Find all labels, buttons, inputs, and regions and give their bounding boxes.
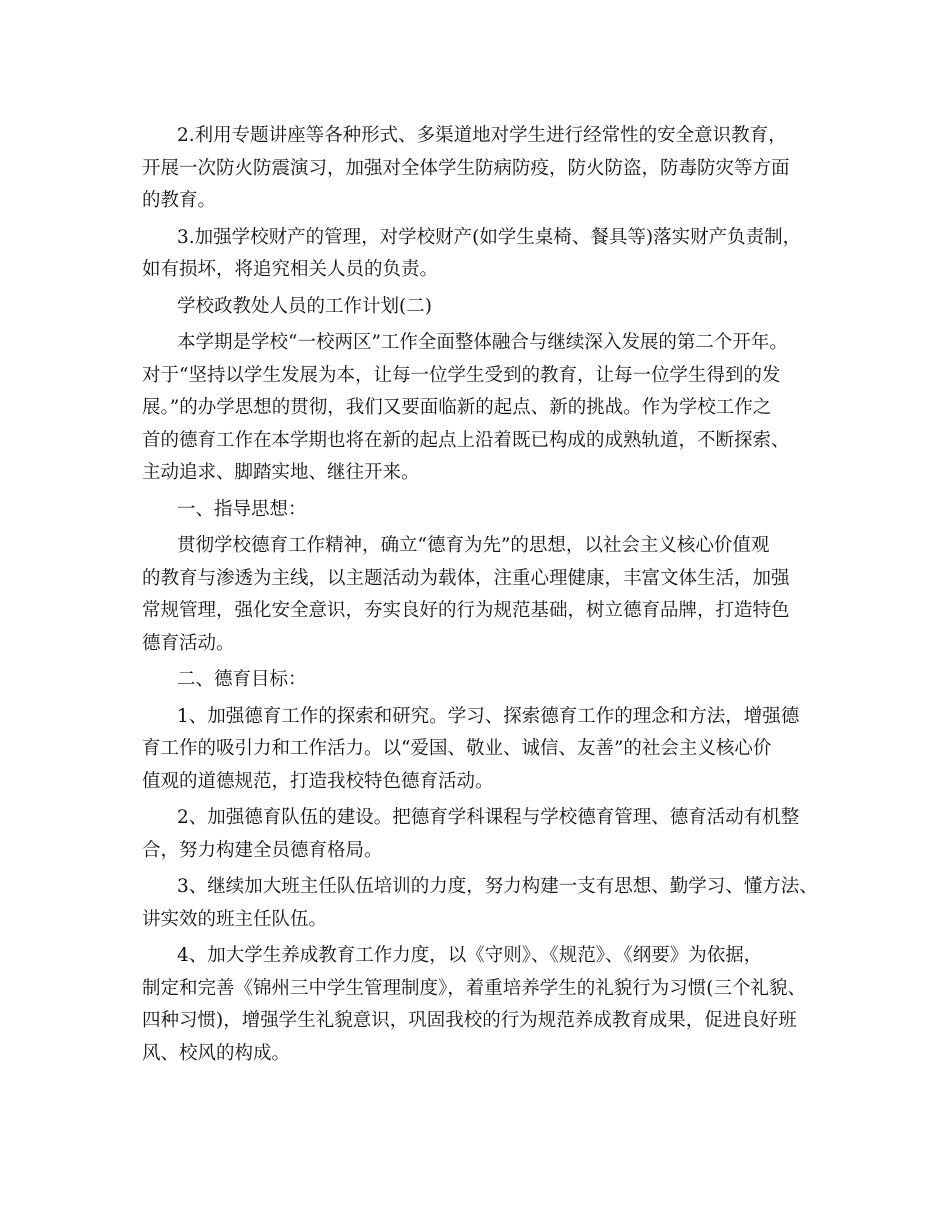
goal-2	[142, 802, 822, 867]
text-line: 首的德育工作在本学期也将在新的起点上沿着既已构成的成熟轨道，不断探索、	[142, 429, 790, 451]
text-line: 对于“坚持以学生发展为本，让每一位学生受到的教育，让每一位学生得到的发	[142, 364, 781, 386]
text-line: 如有损坏，将追究相关人员的负责。	[142, 259, 439, 280]
text-line: 3、继续加大班主任队伍培训的力度，努力构建一支有思想、勤学习、懂方法、	[177, 876, 818, 897]
goal-4	[142, 940, 822, 1070]
heading-text: 一、指导思想：	[177, 498, 307, 520]
text-line: 育工作的吸引力和工作活力。以“爱国、敬业、诚信、友善”的社会主义核心价	[142, 738, 772, 759]
item-2-safety-education	[142, 120, 822, 218]
text-line: 合，努力构建全员德育格局。	[142, 839, 383, 861]
text-line: 2、加强德育队伍的建设。把德育学科课程与学校德育管理、德育活动有机整	[177, 807, 800, 828]
document-body	[142, 116, 822, 1070]
text-line: 德育活动。	[142, 632, 235, 654]
text-line: 的教育。	[142, 190, 217, 211]
text-line: 主动追求、脚踏实地、继往开来。	[142, 462, 420, 483]
item-3-property-management	[142, 222, 822, 287]
section-title	[142, 291, 822, 324]
text-line: 讲实效的班主任队伍。	[142, 908, 328, 930]
text-line: 风、校风的构成。	[142, 1042, 291, 1064]
text-line: 贯彻学校德育工作精神，确立“德育为先”的思想，以社会主义核心价值观	[177, 535, 770, 556]
text-line: 本学期是学校“一校两区”工作全面整体融合与继续深入发展的第二个开年。	[177, 332, 788, 353]
text-line: 的教育与渗透为主线，以主题活动为载体，注重心理健康，丰富文体生活，加强	[142, 567, 790, 589]
text-line: 制定和完善《锦州三中学生管理制度》，着重培养学生的礼貌行为习惯(三个礼貌、	[142, 977, 806, 999]
guiding-thought-paragraph	[142, 530, 822, 660]
heading-moral-goals	[142, 664, 822, 697]
intro-paragraph	[142, 327, 822, 490]
text-line: 4、加大学生养成教育工作力度，以《守则》、《规范》、《纲要》为依据，	[177, 945, 763, 966]
heading-guiding-thought	[142, 494, 822, 527]
text-line: 开展一次防火防震演习，加强对全体学生防病防疫，防火防盗，防毒防灾等方面	[142, 157, 790, 179]
text-line: 1、加强德育工作的探索和研究。学习、探索德育工作的理念和方法，增强德	[177, 705, 800, 727]
text-line: 常规管理，强化安全意识，夯实良好的行为规范基础，树立德育品牌，打造特色	[142, 600, 790, 621]
heading-text: 二、德育目标：	[177, 669, 307, 690]
text-line: 值观的道德规范，打造我校特色德育活动。	[142, 770, 494, 792]
section-title-text: 学校政教处人员的工作计划(二)	[177, 295, 432, 317]
goal-1	[142, 701, 822, 799]
text-line: 3.加强学校财产的管理，对学校财产(如学生桌椅、餐具等)落实财产负责制，	[177, 226, 802, 248]
text-line: 四种习惯)，增强学生礼貌意识，巩固我校的行为规范养成教育成果，促进良好班	[142, 1010, 797, 1031]
text-line: 展。”的办学思想的贯彻，我们又要面临新的起点、新的挑战。作为学校工作之	[142, 397, 772, 418]
goal-3	[142, 871, 822, 936]
text-line: 2.利用专题讲座等各种形式、多渠道地对学生进行经常性的安全意识教育，	[177, 125, 787, 146]
